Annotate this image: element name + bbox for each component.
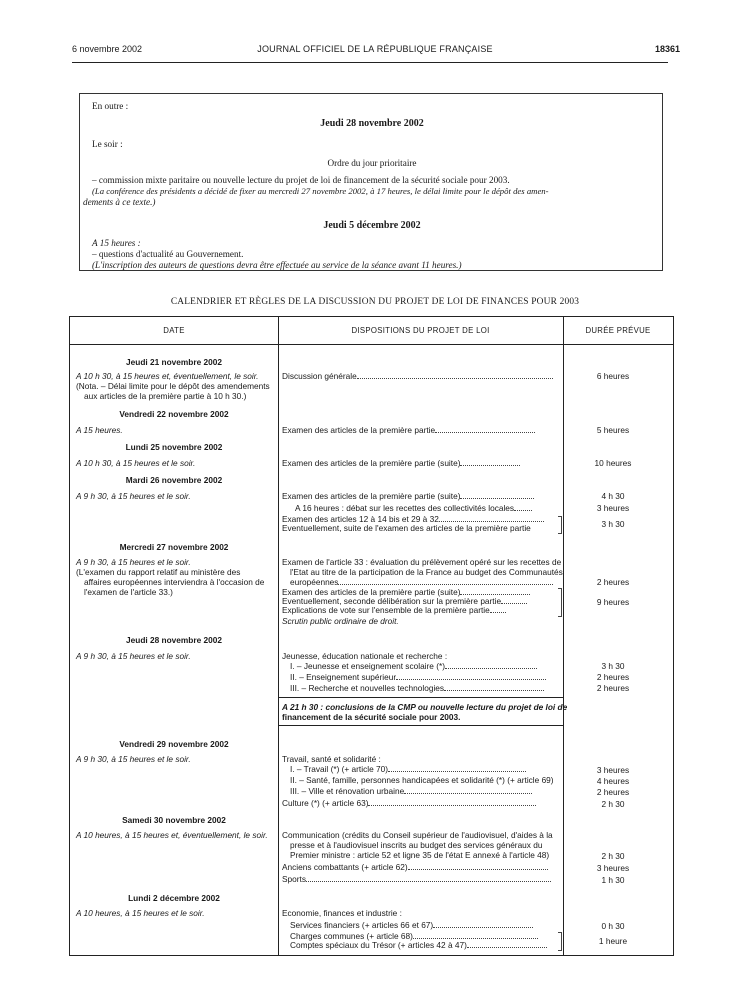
disposition: européennes [290,577,553,587]
conference-note-1: (La conférence des présidents a décidé de fixer au mercredi 27 novembre 2002, à 17 heures, le délai limite pour le dépôt des amen- [92,186,549,196]
day-heading: Jeudi 21 novembre 2002 [126,357,222,367]
ordre-du-jour: Ordre du jour prioritaire [327,158,417,168]
a-15-heures: A 15 heures : [92,238,141,248]
disposition: Sports [282,874,551,884]
disposition: Eventuellement, seconde délibération sur la première partie [282,596,527,606]
disposition: Discussion générale [282,371,553,381]
duration: 2 heures [596,787,630,797]
date-note: affaires européennes interviendra à l'occasion de [84,577,265,587]
disposition: Examen des articles 12 à 14 bis et 29 à 32 [282,514,544,524]
disposition: Explications de vote sur l'ensemble de la première partie [282,605,506,615]
col-dispositions: DISPOSITIONS DU PROJET DE LOI [351,326,490,335]
date-detail: A 9 h 30, à 15 heures et le soir. [76,557,191,567]
cmp-separator [278,725,563,726]
disposition: l'Etat au titre de la participation de la France au budget des Communautés [290,567,563,577]
col-date: DATE [163,326,185,335]
conference-note-2: dements à ce texte.) [83,197,156,207]
disposition: A 16 heures : débat sur les recettes des collectivités locales [295,503,532,513]
box-date-1: Jeudi 28 novembre 2002 [320,118,424,129]
col-divider-1 [278,317,279,955]
disposition: Culture (*) (+ article 63) [282,798,536,808]
brace [558,932,562,951]
duration: 3 h 30 [601,519,625,529]
disposition: Communication (crédits du Conseil supérieur de l'audiovisuel, d'aides à la [282,830,553,840]
duration: 9 heures [596,597,630,607]
disposition: III. – Recherche et nouvelles technologies [290,683,544,693]
disposition: I. – Jeunesse et enseignement scolaire (*) [290,661,537,671]
duration: 10 heures [594,458,632,468]
date-detail: A 10 h 30, à 15 heures et, éventuellement, le soir. [76,371,259,381]
disposition: Examen des articles de la première partie (suite) [282,458,520,468]
cmp-separator [278,697,563,698]
duration: 3 h 30 [601,661,625,671]
disposition: Jeunesse, éducation nationale et recherche : [282,651,448,661]
duration: 0 h 30 [601,921,625,931]
disposition: II. – Enseignement supérieur [290,672,546,682]
day-heading: Lundi 25 novembre 2002 [125,442,223,452]
date-note: aux articles de la première partie à 10 h 30.) [84,391,247,401]
disposition: Economie, finances et industrie : [282,908,402,918]
disposition: Examen des articles de la première partie [282,425,535,435]
date-detail: A 9 h 30, à 15 heures et le soir. [76,491,191,501]
duration: 1 h 30 [601,875,625,885]
journal-title: JOURNAL OFFICIEL DE LA RÉPUBLIQUE FRANÇAISE [257,44,493,54]
disposition: Examen des articles de la première partie (suite) [282,491,534,501]
day-heading: Lundi 2 décembre 2002 [128,893,220,903]
disposition: Premier ministre : article 52 et ligne 35 de l'état E annexé à l'article 48) [290,850,550,860]
disposition: Charges communes (+ article 68) [290,931,538,941]
date-detail: A 9 h 30, à 15 heures et le soir. [76,754,191,764]
day-heading: Vendredi 22 novembre 2002 [119,409,229,419]
brace [558,516,562,534]
date-detail: A 9 h 30, à 15 heures et le soir. [76,651,191,661]
duration: 2 h 30 [601,799,625,809]
calendar-title: CALENDRIER ET RÈGLES DE LA DISCUSSION DU PROJET DE LOI DE FINANCES POUR 2003 [170,297,580,307]
duration: 5 heures [596,425,630,435]
cmp-item: – commission mixte paritaire ou nouvelle lecture du projet de loi de financement de la sécurité sociale pour 2003. [92,175,510,185]
le-soir: Le soir : [92,139,123,149]
day-heading: Samedi 30 novembre 2002 [122,815,226,825]
duration: 3 heures [596,503,630,513]
date-note: l'examen de l'article 33.) [84,587,173,597]
disposition: Services financiers (+ articles 66 et 67) [290,920,533,930]
box-date-2: Jeudi 5 décembre 2002 [323,220,421,231]
duration: 2 h 30 [601,851,625,861]
disposition: Anciens combattants (+ article 62) [282,862,548,872]
date-detail: A 10 heures, à 15 heures et, éventuellement, le soir. [76,830,268,840]
date-detail: A 15 heures. [76,425,123,435]
disposition: Comptes spéciaux du Trésor (+ articles 42 à 47) [290,940,547,950]
duration: 4 heures [596,776,630,786]
disposition: presse et à l'audiovisuel inscrits au budget des services généraux du [290,840,543,850]
cmp-notice: A 21 h 30 : conclusions de la CMP ou nouvelle lecture du projet de loi de [282,702,568,712]
header-rule [72,62,668,63]
day-heading: Mardi 26 novembre 2002 [125,475,223,485]
disposition: III. – Ville et rénovation urbaine [290,786,532,796]
duration: 6 heures [596,371,630,381]
disposition: II. – Santé, famille, personnes handicapées et solidarité (*) (+ article 69) [290,775,554,785]
disposition: I. – Travail (*) (+ article 70) [290,764,526,774]
brace [558,588,562,617]
table-header-row [70,317,673,345]
day-heading: Vendredi 29 novembre 2002 [119,739,229,749]
questions-item: – questions d'actualité au Gouvernement. [92,249,244,259]
cmp-notice: financement de la sécurité sociale pour 2003. [282,712,461,722]
duration: 2 heures [596,683,630,693]
date-detail: A 10 h 30, à 15 heures et le soir. [76,458,196,468]
disposition: Scrutin public ordinaire de droit. [282,616,399,626]
duration: 4 h 30 [601,491,625,501]
duration: 2 heures [596,672,630,682]
calendar-table [69,316,674,956]
date-note: (L'examen du rapport relatif au ministère des [76,567,241,577]
disposition: Travail, santé et solidarité : [282,754,381,764]
day-heading: Mercredi 27 novembre 2002 [119,542,229,552]
disposition: Eventuellement, suite de l'examen des articles de la première partie [282,523,531,533]
en-outre: En outre : [92,101,129,111]
duration: 3 heures [596,863,630,873]
disposition: Examen des articles de la première partie (suite) [282,587,530,597]
page-number: 18361 [654,44,680,54]
col-duree: DURÉE PRÉVUE [585,326,651,335]
disposition: Examen de l'article 33 : évaluation du prélèvement opéré sur les recettes de [282,557,562,567]
header-date: 6 novembre 2002 [72,44,143,54]
date-note: (Nota. – Délai limite pour le dépôt des amendements [76,381,270,391]
date-detail: A 10 heures, à 15 heures et le soir. [76,908,205,918]
duration: 2 heures [596,577,630,587]
duration: 1 heure [598,936,628,946]
day-heading: Jeudi 28 novembre 2002 [126,635,222,645]
agenda-box [79,93,663,271]
inscription-note: (L'inscription des auteurs de questions devra être effectuée au service de la séance avant 11 heures.) [92,260,462,270]
duration: 3 heures [596,765,630,775]
